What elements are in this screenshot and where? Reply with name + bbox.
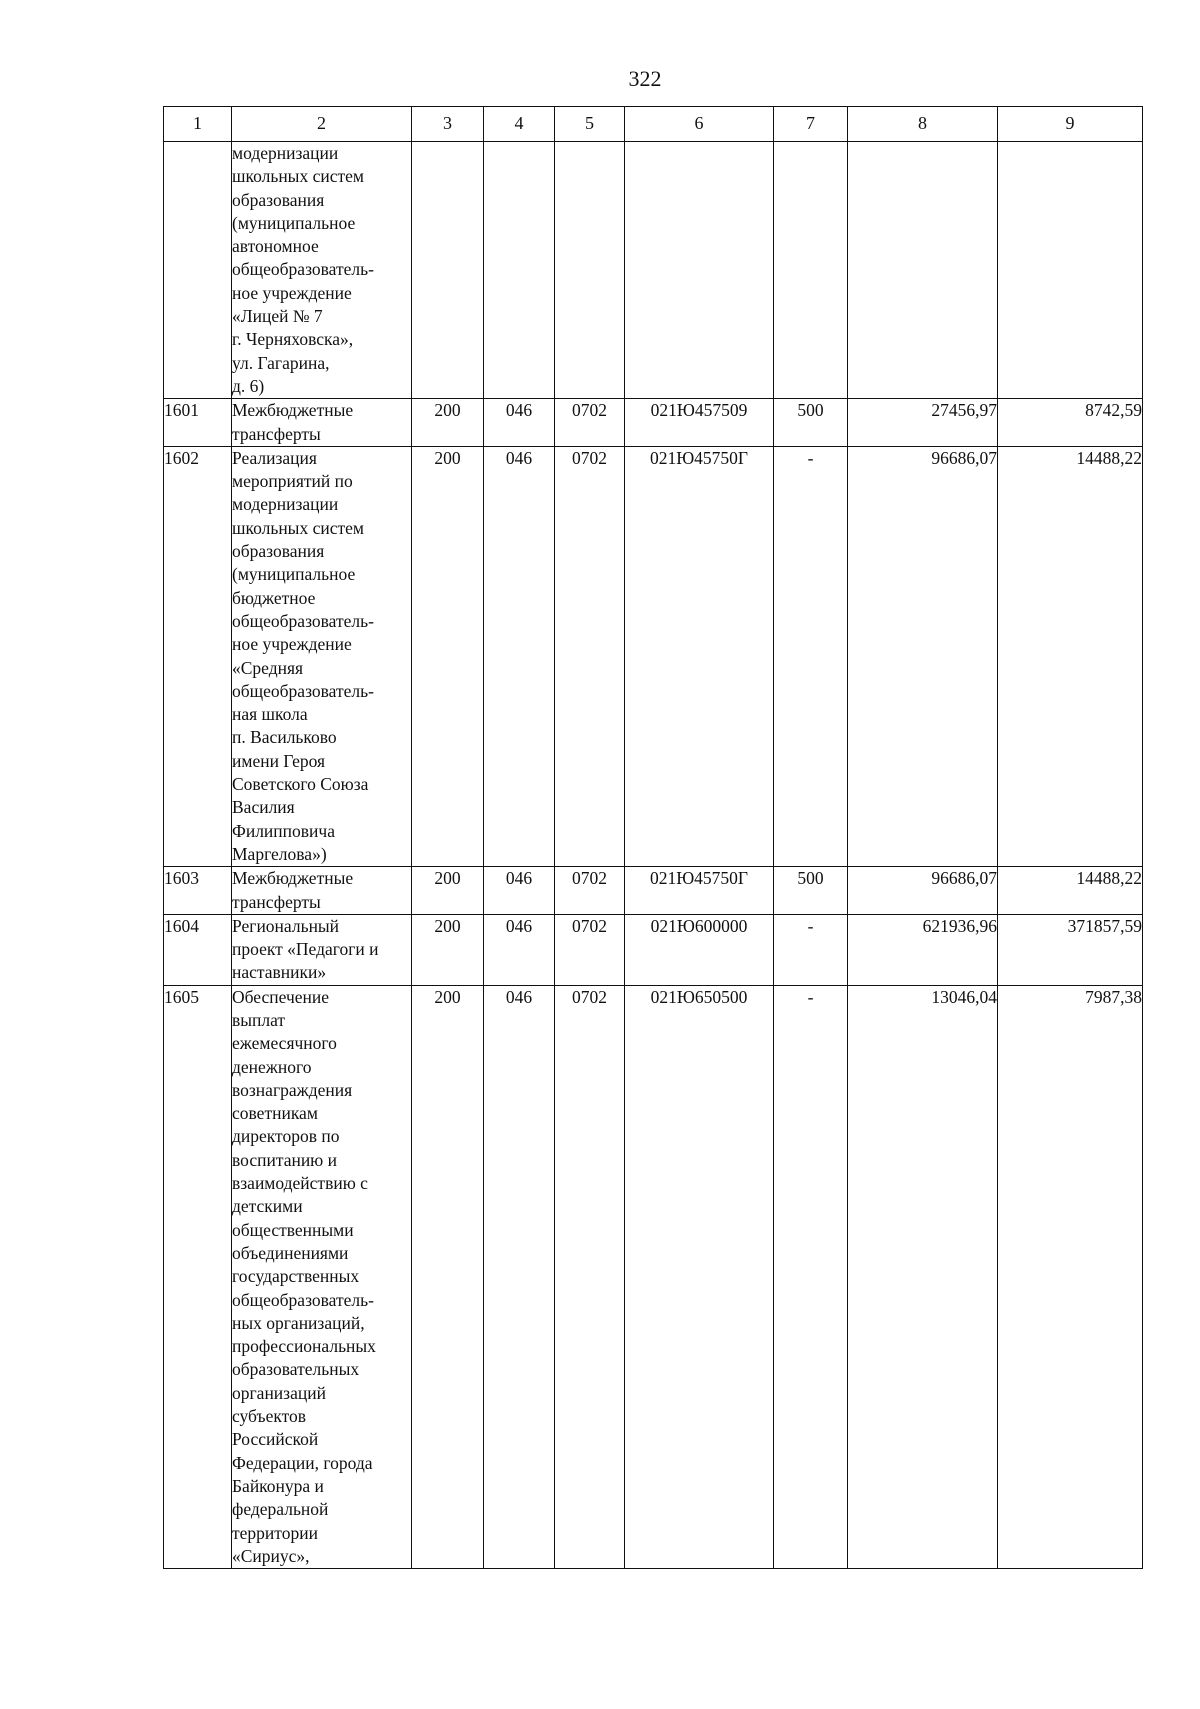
row-number: 1605 <box>164 985 232 1568</box>
row-col9 <box>998 142 1143 399</box>
row-col4: 046 <box>484 914 555 985</box>
column-header-5: 5 <box>555 107 625 142</box>
column-number-header-row <box>164 107 1143 142</box>
row-col5: 0702 <box>555 914 625 985</box>
row-name: Региональный проект «Педагоги и наставники» <box>232 914 412 985</box>
table-row-1601 <box>164 399 1143 447</box>
column-header-6: 6 <box>625 107 774 142</box>
row-col3: 200 <box>412 914 484 985</box>
row-col5: 0702 <box>555 399 625 447</box>
column-header-1: 1 <box>164 107 232 142</box>
row-col8 <box>848 142 998 399</box>
row-col9: 14488,22 <box>998 867 1143 915</box>
row-col4: 046 <box>484 867 555 915</box>
row-name: Реализация мероприятий по модернизации школьных систем образования (муниципальное бюджетное общеобразователь- ное учреждение «Средняя общеобразователь- ная школа п. Васильково имени Героя Советского Союза Василия Филипповича Маргелова») <box>232 446 412 866</box>
row-col4: 046 <box>484 446 555 866</box>
row-number: 1601 <box>164 399 232 447</box>
row-col3: 200 <box>412 399 484 447</box>
page-number: 322 <box>628 66 662 91</box>
row-col8: 621936,96 <box>848 914 998 985</box>
row-col5 <box>555 142 625 399</box>
table-row-1602 <box>164 446 1143 866</box>
row-col5: 0702 <box>555 985 625 1568</box>
column-header-9: 9 <box>998 107 1143 142</box>
row-col3 <box>412 142 484 399</box>
row-col6 <box>625 142 774 399</box>
column-header-2: 2 <box>232 107 412 142</box>
row-col7: 500 <box>774 399 848 447</box>
row-number: 1603 <box>164 867 232 915</box>
budget-table <box>163 106 1143 1569</box>
table-row-1603 <box>164 867 1143 915</box>
row-col4: 046 <box>484 985 555 1568</box>
row-name: модернизации школьных систем образования (муниципальное автономное общеобразователь- ное учреждение «Лицей № 7 г. Черняховска», ул. Гагарина, д. 6) <box>232 142 412 399</box>
table-row-1604 <box>164 914 1143 985</box>
row-name: Межбюджетные трансферты <box>232 399 412 447</box>
row-col7 <box>774 142 848 399</box>
row-col9: 7987,38 <box>998 985 1143 1568</box>
row-col5: 0702 <box>555 446 625 866</box>
row-col6: 021Ю600000 <box>625 914 774 985</box>
row-col6: 021Ю457509 <box>625 399 774 447</box>
row-col8: 96686,07 <box>848 446 998 866</box>
row-col7: - <box>774 446 848 866</box>
row-col4 <box>484 142 555 399</box>
row-col7: - <box>774 985 848 1568</box>
row-col3: 200 <box>412 985 484 1568</box>
row-col9: 14488,22 <box>998 446 1143 866</box>
row-col3: 200 <box>412 446 484 866</box>
row-col6: 021Ю45750Г <box>625 446 774 866</box>
row-col7: 500 <box>774 867 848 915</box>
table-row-continuation <box>164 142 1143 399</box>
column-header-8: 8 <box>848 107 998 142</box>
row-name: Обеспечение выплат ежемесячного денежного вознаграждения советникам директоров по воспитанию и взаимодействию с детскими общественными объединениями государственных общеобразователь- ных организаций, профессиональных образовательных организаций субъектов Российской Федерации, города Байконура и федеральной территории «Сириус», <box>232 985 412 1568</box>
row-col7: - <box>774 914 848 985</box>
row-col8: 96686,07 <box>848 867 998 915</box>
row-col6: 021Ю45750Г <box>625 867 774 915</box>
row-name: Межбюджетные трансферты <box>232 867 412 915</box>
row-number: 1602 <box>164 446 232 866</box>
row-col3: 200 <box>412 867 484 915</box>
column-header-7: 7 <box>774 107 848 142</box>
row-col8: 27456,97 <box>848 399 998 447</box>
row-col9: 371857,59 <box>998 914 1143 985</box>
row-col8: 13046,04 <box>848 985 998 1568</box>
row-col9: 8742,59 <box>998 399 1143 447</box>
column-header-3: 3 <box>412 107 484 142</box>
table-row-1605 <box>164 985 1143 1568</box>
row-number: 1604 <box>164 914 232 985</box>
row-col4: 046 <box>484 399 555 447</box>
row-col6: 021Ю650500 <box>625 985 774 1568</box>
row-col5: 0702 <box>555 867 625 915</box>
column-header-4: 4 <box>484 107 555 142</box>
row-number <box>164 142 232 399</box>
